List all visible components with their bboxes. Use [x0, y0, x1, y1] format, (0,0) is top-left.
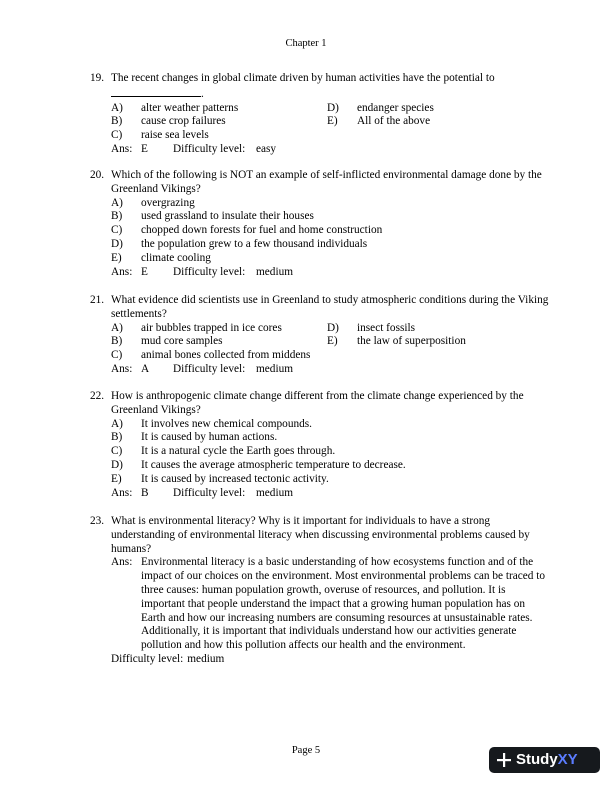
option-c: It is a natural cycle the Earth goes through. [141, 445, 336, 458]
answer-line: Ans: B Difficulty level: medium [111, 486, 294, 499]
plus-icon [495, 751, 513, 769]
answer-value: B [141, 486, 149, 499]
option-e: climate cooling [141, 251, 211, 264]
option-e: the law of superposition [357, 335, 466, 348]
answer-text: Environmental literacy is a basic understanding of how ecosystems function and of the impact of our choices on the environment. Most environmental problems can be traced to three causes: human population growth, overuse of resources, and pollution. It is important that people understand the impact that a growing human population has on Earth and how our increasing numbers are consuming resources at unsustainable rates. Additionally, it is important that individuals understand how our activities generate pollution and how this pollution affects our health and the environment. [141, 556, 546, 652]
difficulty-line: Difficulty level: medium [111, 652, 225, 665]
answer-line: Ans: E Difficulty level: easy [111, 142, 277, 155]
option-b: mud core samples [141, 335, 223, 348]
option-a: overgrazing [141, 196, 195, 209]
question-23 [90, 515, 550, 667]
option-e: It is caused by increased tectonic activity. [141, 472, 329, 485]
difficulty-value: medium [187, 652, 225, 665]
essay-answer: Ans: Environmental literacy is a basic understanding of how ecosystems function and of the impact of our choices on the environment. Most environmental problems can be traced to three causes: human population growth, overuse of resources, and pollution. It is important that people understand the impact that a growing human population has on Earth and how our increasing numbers are consuming resources at unsustainable rates. Additionally, it is important that individuals understand how our activities generate pollution and how this pollution affects our health and the environment. [111, 556, 550, 653]
answer-blank [111, 86, 201, 97]
question-number: 21. [90, 294, 105, 306]
question-19 [90, 72, 550, 157]
question-text: What is environmental literacy? Why is it important for individuals to have a strong understanding of environmental literacy when discussing environmental problems caused by humans? [111, 515, 530, 555]
option-b: cause crop failures [141, 115, 226, 128]
option-d: It causes the average atmospheric temperature to decrease. [141, 458, 406, 471]
option-d: insect fossils [357, 321, 416, 334]
option-b: It is caused by human actions. [141, 431, 278, 444]
answer-line: Ans: A Difficulty level: medium [111, 362, 294, 375]
option-e: All of the above [357, 115, 431, 128]
question-number: 20. [90, 169, 105, 181]
option-a: air bubbles trapped in ice cores [141, 321, 282, 334]
answer-value: E [141, 265, 148, 278]
option-a: alter weather patterns [141, 101, 239, 114]
question-20: 20. Which of the following is NOT an example of self-inflicted environmental damage done by the Greenland Vikings? A) overgrazing B) used grassland to insulate their houses C) chopped down forests for fuel and home construction D) the population grew to a few thousand individuals E) climate cooling Ans: E Difficulty level: medium [90, 169, 550, 279]
question-number: 23. [90, 515, 105, 527]
question-number: 22. [90, 390, 105, 402]
option-c: chopped down forests for fuel and home construction [141, 224, 383, 237]
page-number: Page 5 [291, 745, 321, 756]
question-text: Which of the following is NOT an example of self-inflicted environmental damage done by the Greenland Vikings? [111, 169, 542, 195]
question-number: 19. [90, 72, 105, 84]
question-21: 21. What evidence did scientists use in Greenland to study atmospheric conditions during the Viking settlements? A) air bubbles trapped in ice cores D) insect fossils B) mud core samples E) the law of superposition C) animal bones collected from middens Ans: A Difficulty level: medium [90, 294, 549, 375]
answer-line: Ans: E Difficulty level: medium [111, 265, 294, 278]
option-row: C) raise sea levels [111, 129, 209, 142]
option-row: B) cause crop failures E) All of the above [111, 115, 431, 128]
question-22: 22. How is anthropogenic climate change different from the climate change experienced by the Greenland Vikings? A) It involves new chemical compounds. B) It is caused by human actions. C) It is a natural cycle the Earth goes through. D) It causes the average atmospheric temperature to decrease. E) It is caused by increased tectonic activity. Ans: B Difficulty level: medium [90, 390, 550, 500]
question-text: The recent changes in global climate driven by human activities have the potential to . [111, 72, 495, 100]
option-a: It involves new chemical compounds. [141, 417, 312, 430]
option-d: the population grew to a few thousand individuals [141, 237, 368, 250]
page-header: Chapter 1 [285, 38, 327, 49]
answer-value: E [141, 142, 148, 155]
difficulty-value: easy [256, 142, 277, 155]
option-row: A) alter weather patterns D) endanger species [111, 101, 434, 114]
answer-value: A [141, 362, 150, 375]
option-c: animal bones collected from middens [141, 349, 311, 362]
difficulty-value: medium [256, 362, 294, 375]
option-b: used grassland to insulate their houses [141, 210, 314, 223]
studyxy-badge[interactable] [489, 747, 600, 773]
question-text: How is anthropogenic climate change different from the climate change experienced by the Greenland Vikings? [111, 390, 524, 416]
brand-logo: StudyXY [516, 751, 578, 768]
option-d: endanger species [357, 101, 434, 114]
question-text: What evidence did scientists use in Greenland to study atmospheric conditions during the Viking settlements? [111, 294, 549, 320]
difficulty-value: medium [256, 486, 294, 499]
option-c: raise sea levels [141, 129, 209, 142]
difficulty-value: medium [256, 265, 294, 278]
